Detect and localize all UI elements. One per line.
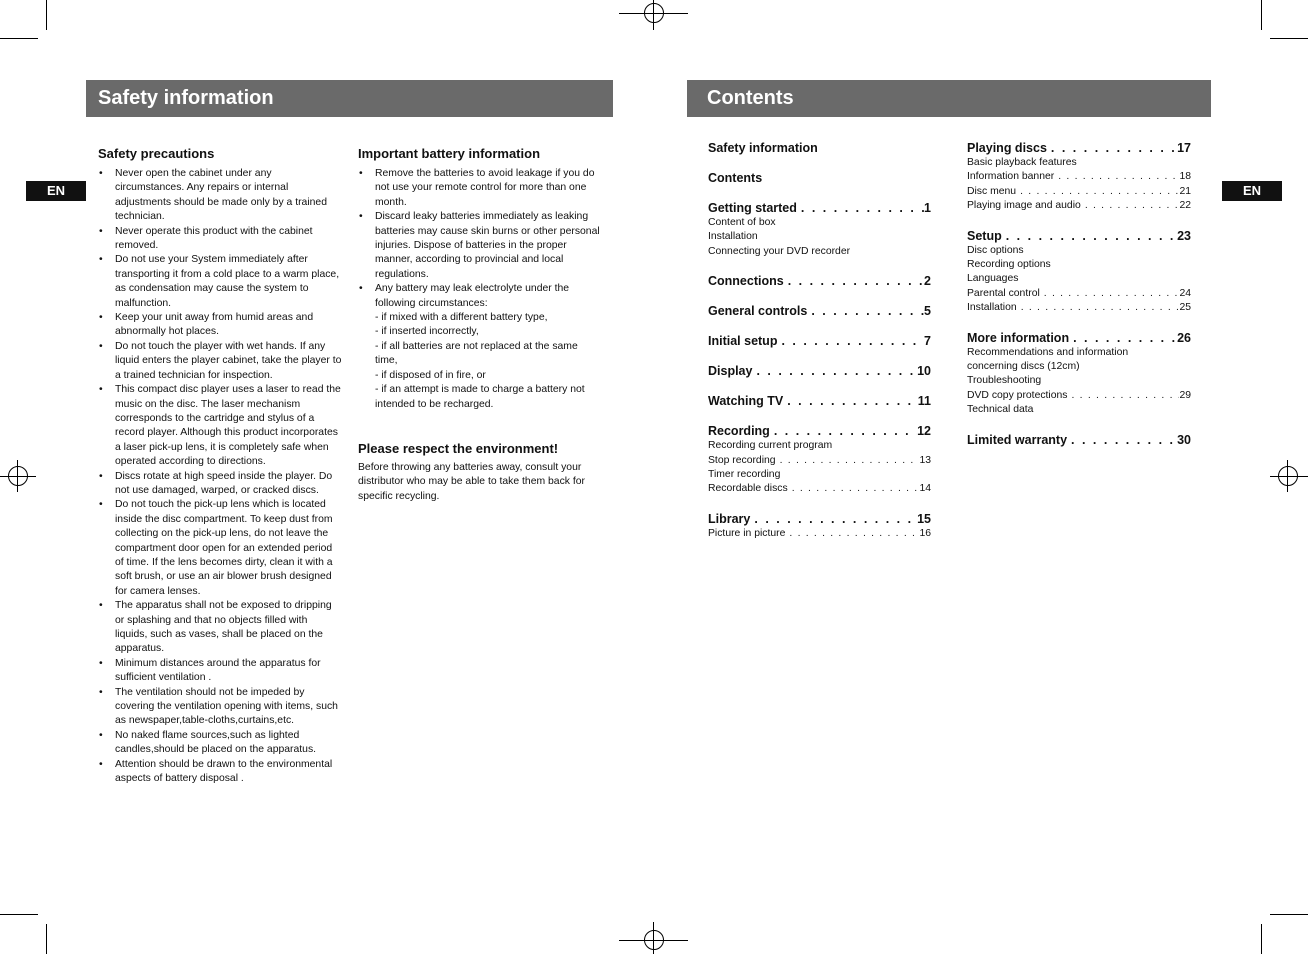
- contents-subentry-page: 24: [1179, 287, 1191, 299]
- contents-subentry-title: Stop recording: [708, 454, 776, 466]
- contents-entry-page: 7: [924, 334, 931, 349]
- safety-precautions-column: [98, 146, 342, 786]
- safety-item: • Do not use your System immediately after transporting it from a cold place to a warm place, as condensation may cause the system to malfunction.: [98, 253, 342, 311]
- battery-subitem: - if an attempt is made to charge a battery not intended to be recharged.: [375, 384, 585, 410]
- battery-item: [358, 210, 602, 282]
- contents-entry-page: 5: [924, 304, 931, 319]
- safety-item: • No naked flame sources,such as lighted candles,should be placed on the apparatus.: [98, 729, 342, 758]
- leader-dots: [1020, 185, 1179, 199]
- contents-subentry-page: 18: [1179, 171, 1191, 183]
- language-tab-left: EN: [26, 181, 86, 201]
- leader-dots: [1051, 140, 1177, 156]
- contents-subentry[interactable]: Technical data: [967, 404, 1034, 416]
- crop-mark: [46, 924, 47, 954]
- leader-dots: [1006, 228, 1177, 244]
- page-title-contents: Contents: [687, 80, 1211, 117]
- contents-subentry[interactable]: Content of box: [708, 217, 776, 228]
- contents-subentry-page: 22: [1179, 200, 1191, 212]
- safety-precautions-list: [98, 167, 342, 786]
- contents-entry-page: 15: [917, 511, 931, 526]
- battery-subitem: - if all batteries are not replaced at the same time,: [375, 340, 578, 367]
- leader-dots: [780, 454, 920, 468]
- contents-section: [967, 432, 1191, 448]
- leader-dots: [1072, 389, 1180, 403]
- battery-subitem: - if mixed with a different battery type,: [375, 312, 548, 324]
- safety-item: • Minimum distances around the apparatus for sufficient ventilation .: [98, 657, 342, 686]
- contents-entry[interactable]: [708, 140, 931, 156]
- crop-mark: [1261, 924, 1262, 954]
- contents-entry-page: 23: [1177, 228, 1191, 243]
- contents-section: [708, 333, 931, 349]
- safety-item: • The ventilation should not be impeded by covering the ventilation opening with items, such as newspaper,table-cloths,curtains,etc.: [98, 686, 342, 729]
- contents-entry[interactable]: [967, 140, 1191, 156]
- contents-entry-title: Initial setup: [708, 334, 778, 349]
- contents-subentry[interactable]: Recording current program: [708, 440, 833, 452]
- contents-entry-title: Safety information: [708, 141, 818, 155]
- contents-subentry[interactable]: Basic playback features: [967, 157, 1077, 168]
- leader-dots: [1021, 301, 1180, 315]
- contents-subentry-title: Parental control: [967, 287, 1040, 299]
- contents-subentry[interactable]: Troubleshooting: [967, 375, 1042, 387]
- safety-precautions-heading: Safety precautions: [98, 146, 215, 161]
- contents-section: [708, 511, 931, 541]
- leader-dots: [756, 363, 917, 379]
- leader-dots: [1085, 199, 1180, 213]
- contents-subentry[interactable]: [967, 170, 1191, 184]
- contents-entry-page: 11: [917, 394, 931, 409]
- contents-section: [708, 303, 931, 319]
- battery-column: [358, 146, 602, 504]
- contents-entry[interactable]: [967, 432, 1191, 448]
- contents-column-2: [967, 140, 1191, 462]
- battery-subitem: - if inserted incorrectly,: [375, 326, 479, 338]
- contents-entry-title: Getting started: [708, 201, 797, 215]
- contents-subentry-title: Playing image and audio: [967, 200, 1081, 212]
- contents-subentry[interactable]: Timer recording: [708, 469, 781, 481]
- battery-item-text: Discard leaky batteries immediately as leaking batteries may cause skin burns or other personal injuries. Dispose of batteries in the proper manner, according to provincial and local regulations.: [375, 211, 600, 280]
- contents-entry[interactable]: [708, 511, 931, 527]
- contents-subentry[interactable]: Disc options: [967, 244, 1024, 256]
- safety-item: • This compact disc player uses a laser to read the music on the disc. The laser mechanism corresponds to the cartridge and stylus of a record player. Although this product incorporates a laser pick-up lens, it is completely safe when operated according to directions.: [98, 383, 342, 469]
- safety-item: • Discs rotate at high speed inside the player. Do not use damaged, warped, or cracked discs.: [98, 470, 342, 499]
- leader-dots: [774, 423, 917, 439]
- crop-mark: [46, 0, 47, 30]
- contents-section: [967, 228, 1191, 316]
- battery-heading: Important battery information: [358, 146, 541, 161]
- contents-subentry-title: Picture in picture: [708, 527, 786, 539]
- contents-subentry[interactable]: [967, 287, 1191, 301]
- leader-dots: [1058, 170, 1179, 184]
- contents-entry-title: Setup: [967, 228, 1002, 243]
- contents-entry[interactable]: [708, 170, 931, 186]
- battery-list: [358, 167, 602, 412]
- contents-column-1: [708, 140, 931, 555]
- environment-heading: Please respect the environment!: [358, 440, 559, 456]
- contents-subentry[interactable]: [967, 185, 1191, 199]
- safety-item: • Attention should be drawn to the environmental aspects of battery disposal .: [98, 758, 342, 787]
- crop-mark: [1261, 0, 1262, 30]
- contents-entry-page: 1: [924, 201, 931, 215]
- contents-subentry-page: 29: [1179, 389, 1191, 401]
- contents-subentry-title: DVD copy protections: [967, 389, 1068, 401]
- contents-subentry-title: Recordable discs: [708, 483, 788, 495]
- leader-dots: [792, 482, 920, 496]
- safety-item: • Keep your unit away from humid areas and abnormally hot places.: [98, 311, 342, 340]
- contents-entry[interactable]: [708, 363, 931, 379]
- contents-entry-page: 10: [917, 364, 931, 379]
- contents-entry-title: More information: [967, 330, 1070, 345]
- leader-dots: [788, 273, 924, 289]
- crop-mark: [0, 38, 38, 39]
- contents-subentry-page: 14: [919, 483, 931, 495]
- leader-dots: [787, 393, 918, 409]
- leader-dots: [1044, 287, 1180, 301]
- contents-entry[interactable]: [708, 200, 931, 216]
- contents-subentry-title: Disc menu: [967, 185, 1017, 197]
- leader-dots: [801, 200, 924, 216]
- contents-subentry[interactable]: concerning discs (12cm): [967, 361, 1080, 373]
- leader-dots: [789, 527, 919, 541]
- contents-section: [708, 140, 931, 156]
- page-title-safety: Safety information: [86, 80, 613, 117]
- contents-entry[interactable]: [708, 423, 931, 439]
- safety-item: • Do not touch the player with wet hands. If any liquid enters the player cabinet, take the player to a trained technician for inspection.: [98, 340, 342, 383]
- contents-entry-title: Library: [708, 511, 751, 526]
- contents-subentry[interactable]: Languages: [967, 273, 1019, 285]
- contents-subentry[interactable]: [708, 482, 931, 496]
- contents-entry-title: Connections: [708, 274, 784, 289]
- contents-entry[interactable]: [708, 273, 931, 289]
- battery-item: [358, 167, 602, 210]
- contents-entry-title: Limited warranty: [967, 432, 1068, 447]
- battery-item-text: Remove the batteries to avoid leakage if you do not use your remote control for more than one month.: [375, 168, 595, 208]
- contents-entry-title: General controls: [708, 304, 808, 319]
- contents-entry[interactable]: [708, 333, 931, 349]
- contents-entry-page: 17: [1177, 141, 1191, 155]
- safety-item: • Never operate this product with the cabinet removed.: [98, 225, 342, 254]
- contents-entry-page: 12: [917, 424, 931, 439]
- contents-subentry-page: 25: [1179, 302, 1191, 314]
- contents-subentry[interactable]: [967, 301, 1191, 315]
- contents-subentry-page: 16: [919, 527, 931, 539]
- contents-entry-title: Contents: [708, 171, 763, 185]
- contents-section: [708, 423, 931, 497]
- crop-mark: [1270, 38, 1308, 39]
- leader-dots: [1073, 330, 1177, 346]
- contents-subentry[interactable]: Installation: [708, 231, 758, 243]
- safety-item: • Do not touch the pick-up lens which is located inside the disc compartment. To keep dust from collecting on the pick-up lens, do not leave the compartment door open for an extended period of time. If the lens becomes dirty, clean it with a soft brush, or use an air blower brush designed for camera lenses.: [98, 498, 342, 599]
- contents-subentry[interactable]: Connecting your DVD recorder: [708, 245, 851, 257]
- contents-entry[interactable]: [708, 393, 931, 409]
- contents-section: [708, 170, 931, 186]
- contents-subentry-page: 21: [1179, 185, 1191, 197]
- contents-section: [708, 393, 931, 409]
- contents-entry-title: Display: [708, 364, 753, 379]
- language-tab-right: EN: [1222, 181, 1282, 201]
- contents-subentry[interactable]: [708, 454, 931, 468]
- contents-entry-title: Recording: [708, 424, 770, 439]
- leader-dots: [811, 303, 924, 319]
- crop-mark: [0, 914, 38, 915]
- environment-text: Before throwing any batteries away, consult your distributor who may be able to take them back for specific recycling.: [358, 461, 585, 502]
- safety-item: • The apparatus shall not be exposed to dripping or splashing and that no objects filled with liquids, such as vases, shall be placed on the apparatus.: [98, 599, 342, 657]
- contents-entry-page: 26: [1177, 330, 1191, 345]
- contents-subentry[interactable]: Recommendations and information: [967, 346, 1129, 358]
- contents-subentry[interactable]: [708, 527, 931, 541]
- battery-item-text: Any battery may leak electrolyte under the following circumstances:: [375, 283, 570, 309]
- contents-entry[interactable]: [967, 228, 1191, 244]
- battery-item: [358, 282, 602, 412]
- contents-entry[interactable]: [708, 303, 931, 319]
- contents-section: [967, 330, 1191, 418]
- contents-subentry[interactable]: Recording options: [967, 259, 1051, 271]
- contents-section: [708, 200, 931, 259]
- contents-subentry-title: Installation: [967, 302, 1017, 314]
- contents-section: [967, 140, 1191, 214]
- contents-subentry[interactable]: [967, 389, 1191, 403]
- contents-section: [708, 363, 931, 379]
- contents-entry-page: 30: [1177, 432, 1191, 447]
- leader-dots: [781, 333, 924, 349]
- contents-subentry[interactable]: [967, 199, 1191, 213]
- crop-mark: [1270, 914, 1308, 915]
- contents-section: [708, 273, 931, 289]
- contents-subentry-title: Information banner: [967, 171, 1055, 183]
- contents-entry[interactable]: [967, 330, 1191, 346]
- safety-item: • Never open the cabinet under any circumstances. Any repairs or internal adjustments should be made only by a trained technician.: [98, 167, 342, 225]
- contents-entry-title: Watching TV: [708, 394, 784, 409]
- battery-subitem: - if disposed of in fire, or: [375, 369, 486, 381]
- contents-entry-page: 2: [924, 274, 931, 289]
- leader-dots: [754, 511, 917, 527]
- contents-entry-title: Playing discs: [967, 141, 1047, 155]
- leader-dots: [1071, 432, 1177, 448]
- contents-subentry-page: 13: [919, 454, 931, 466]
